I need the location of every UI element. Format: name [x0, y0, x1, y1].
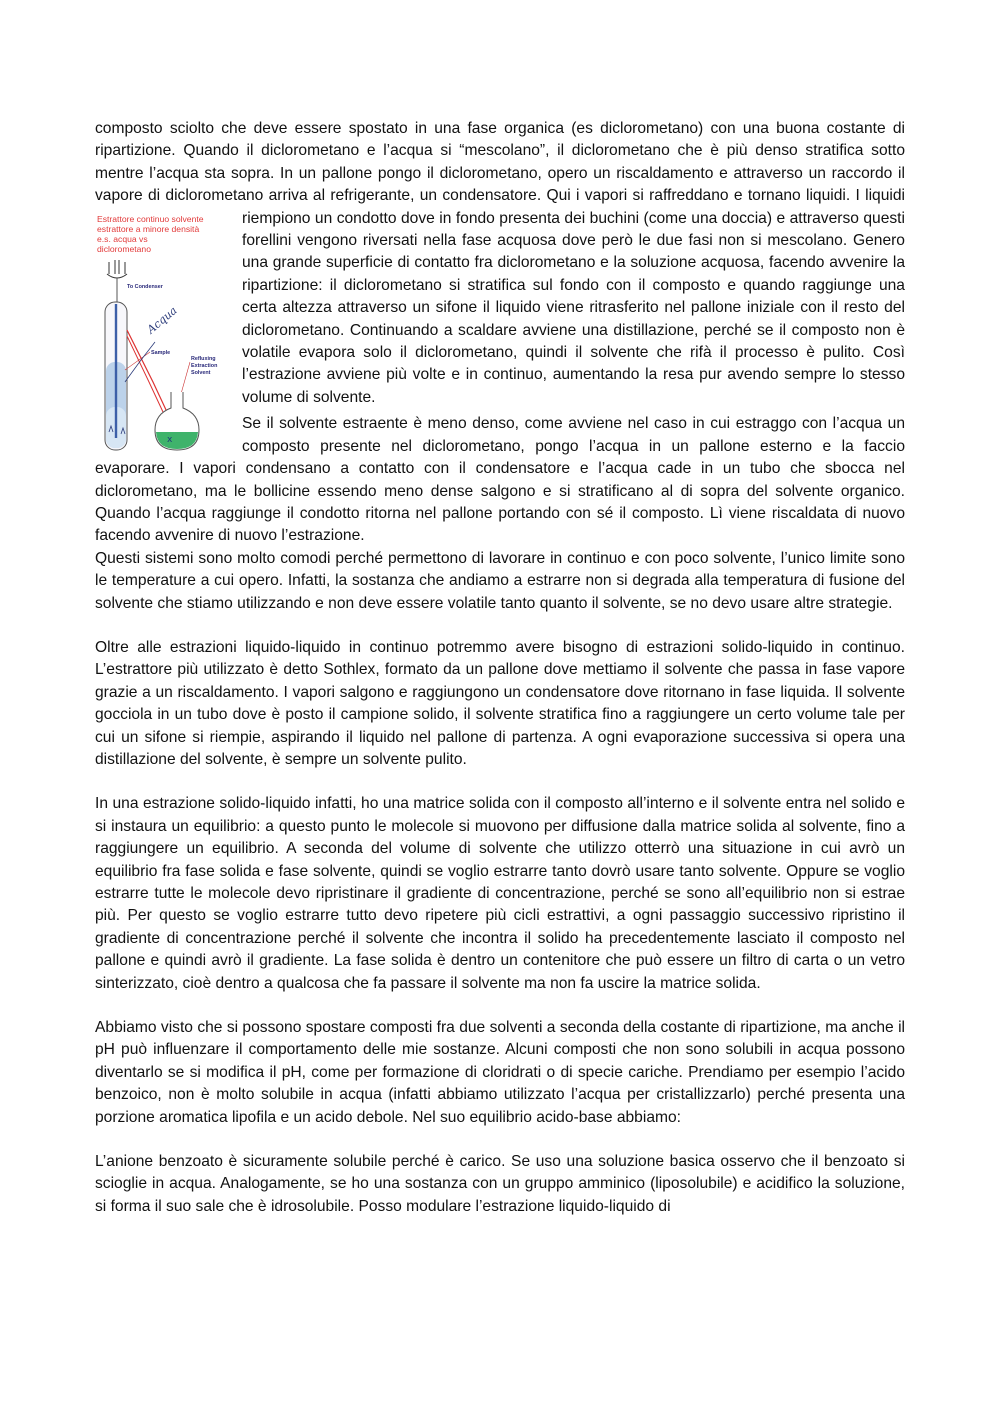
- paragraph-systems-advantages: Questi sistemi sono molto comodi perché permettono di lavorare in continuo e con poco solvente, l’unico limite sono le temperature a cui opero. Infatti, la sostanza che andiamo a estrarre non si degrada alla temperatura di fusione del solvente che stiamo utilizzando e non deve essere volatile tanto quanto il solvente, se no devo usare altre strategie.: [95, 549, 905, 612]
- paragraph-benzoate-anion: L’anione benzoato è sicuramente solubile perché è carico. Se uso una soluzione basica osservo che il benzoato si scioglie in acqua. Analogamente, se ho una sostanza con un gruppo amminico (liposolubile) e acidifico la soluzione, si forma il suo sale che è idrosolubile. Posso modulare l’estrazione liquido-liquido di: [95, 1153, 905, 1215]
- paragraph-ph-influence: Abbiamo visto che si possono spostare composti fra due solventi a seconda della costante di ripartizione, ma anche il pH può influenzare il comportamento delle mie sostanze. Alcuni composti che non sono solubili in acqua possono diventarlo se si modifica il pH, come per formazione di cloridrati o di specie cariche. Prendiamo per esempio l’acido benzoico, non è molto solubile in acqua (infatti abbiamo utilizzato l’acqua per cristallizzarlo) perché presenta una porzione aromatica lipofila e un acido debole. Nel suo equilibrio acido-base abbiamo:: [95, 1019, 905, 1126]
- caption-line-2: estrattore a minore densità: [97, 223, 200, 234]
- label-handwritten-acqua: Acqua: [144, 303, 180, 336]
- caption-line-3: e.s. acqua vs: [97, 233, 148, 244]
- paragraph-spacer: [95, 771, 905, 793]
- paragraph-spacer: [95, 1129, 905, 1151]
- paragraph-text-part: attraverso questi forellini vengono riversati nella fase acquosa dove però le due fasi non si mescolano. Genero una grande superficie di contatto fra diclorometano e la soluzione acquosa, facendo avvenire la ripartizione: il diclorometano si stratifica sul fondo con il composto e quando raggiunge una certa altezza attraverso un sifone il liquido viene ritrasferito nel pallone iniziale con il resto del diclorometano. Continuando a scaldare avviene una distillazione, perché se il composto non è volatile evapora solo il diclorometano, quindi il solvente che rifà il processo è pulito. Così l’estrazione avviene più volte e in continuo, aumentando la resa pur avendo sempre lo stesso volume di solvente.: [242, 209, 905, 406]
- label-refluxing-2: Extraction: [191, 362, 218, 369]
- paragraph-spacer: [95, 615, 905, 637]
- label-refluxing-3: Solvent: [191, 369, 211, 376]
- label-refluxing-1: Refluxing: [191, 355, 216, 362]
- caption-line-4: diclorometano: [97, 243, 151, 254]
- svg-text:x: x: [167, 434, 173, 445]
- paragraph-spacer: [95, 995, 905, 1017]
- paragraph-soxhlet-extraction: Oltre alle estrazioni liquido-liquido in continuo potremmo avere bisogno di estrazioni solido-liquido in continuo. L’estrattore più utilizzato è detto Sothlex, formato da un pallone dove mettiamo il solvente che passa in fase vapore grazie a un riscaldamento. I vapori salgono e raggiungono un condensatore dove ritornano in fase liquida. Il solvente gocciola in un tubo dove è posto il campione solido, il solvente stratifica fino a raggiungere un certo volume tale per cui un sifone si riempie, aspirando il liquido nel pallone di partenza. A ogni evaporazione successiva si opera una distillazione del solvente, è sempre un solvente pulito.: [95, 638, 905, 768]
- document-page: [95, 118, 905, 1218]
- label-sample: Sample: [151, 349, 171, 356]
- label-to-condenser: To Condenser: [127, 283, 163, 290]
- paragraph-liquid-extraction: [95, 118, 905, 445]
- paragraph-text-part: composto sciolto che deve essere spostato in una fase organica (es diclorometano) con una buona costante di ripartizione. Quando il diclorometano e l’acqua si “mescolano”, il diclorometano che è più denso stratifica sotto mentre l’acqua sta sopra. In un pallone pongo il diclorometano, opero un riscaldamento e attraverso un raccordo il vapore di diclorometano arriva al refrigerante, un condensatore. Qui i vapori si raffreddano e tornano liquidi. I liquidi riempiono un condotto dove in fondo presenta dei buchini (come una doccia) e: [95, 120, 905, 227]
- caption-line-1: Estrattore continuo solvente: [97, 213, 204, 224]
- paragraph-less-dense-solvent: Se il solvente estraente è meno denso, come avviene nel caso in cui estraggo con l’acqua un composto presente nel diclorometano, pongo l’acqua in un pallone esterno e la faccio evaporare. I vapori condensano a contatto con il condensatore e l’acqua cade in un tubo che sbocca nel diclorometano, ma le bollicine essendo meno dense salgono e si stratificano al di sopra del solvente organico. Quando l’acqua raggiunge il condotto ritorna nel pallone portando con sé il composto. Lì viene riscaldata di nuovo facendo avvenire di nuovo l’estrazione.: [95, 415, 905, 545]
- paragraph-solid-liquid-equilibrium: In una estrazione solido-liquido infatti, ho una matrice solida con il composto all’interno e il solvente entra nel solido e si instaura un equilibrio: a questo punto le molecole si muovono per diffusione dalla matrice solida al solvente, fino a raggiungere un equilibrio. A seconda del volume di solvente che utilizzo otterrò una situazione in cui avrò un equilibrio fra fase solida e fase solvente, quindi se voglio estrarre tanto dovrò usare tanto solvente. Oppure se voglio estrarre tutte le molecole devo ripristinare il gradiente di concentrazione, perché se sono all’equilibrio non si estrae più. Per questo se voglio estrarre tutto devo ripetere più cicli estrattivi, a ogni passaggio successivo ripristino il gradiente di concentrazione perché il solvente che incontra il solido ha precedentemente lasciato il composto nel pallone e quindi avrò il gradiente. La fase solida è dentro un contenitore che può essere un filtro di carta o un vetro sinterizzato, cioè dentro a qualcosa che fa passare il solvente ma non fa uscire la matrice solida.: [95, 795, 905, 992]
- extractor-diagram: [95, 212, 229, 452]
